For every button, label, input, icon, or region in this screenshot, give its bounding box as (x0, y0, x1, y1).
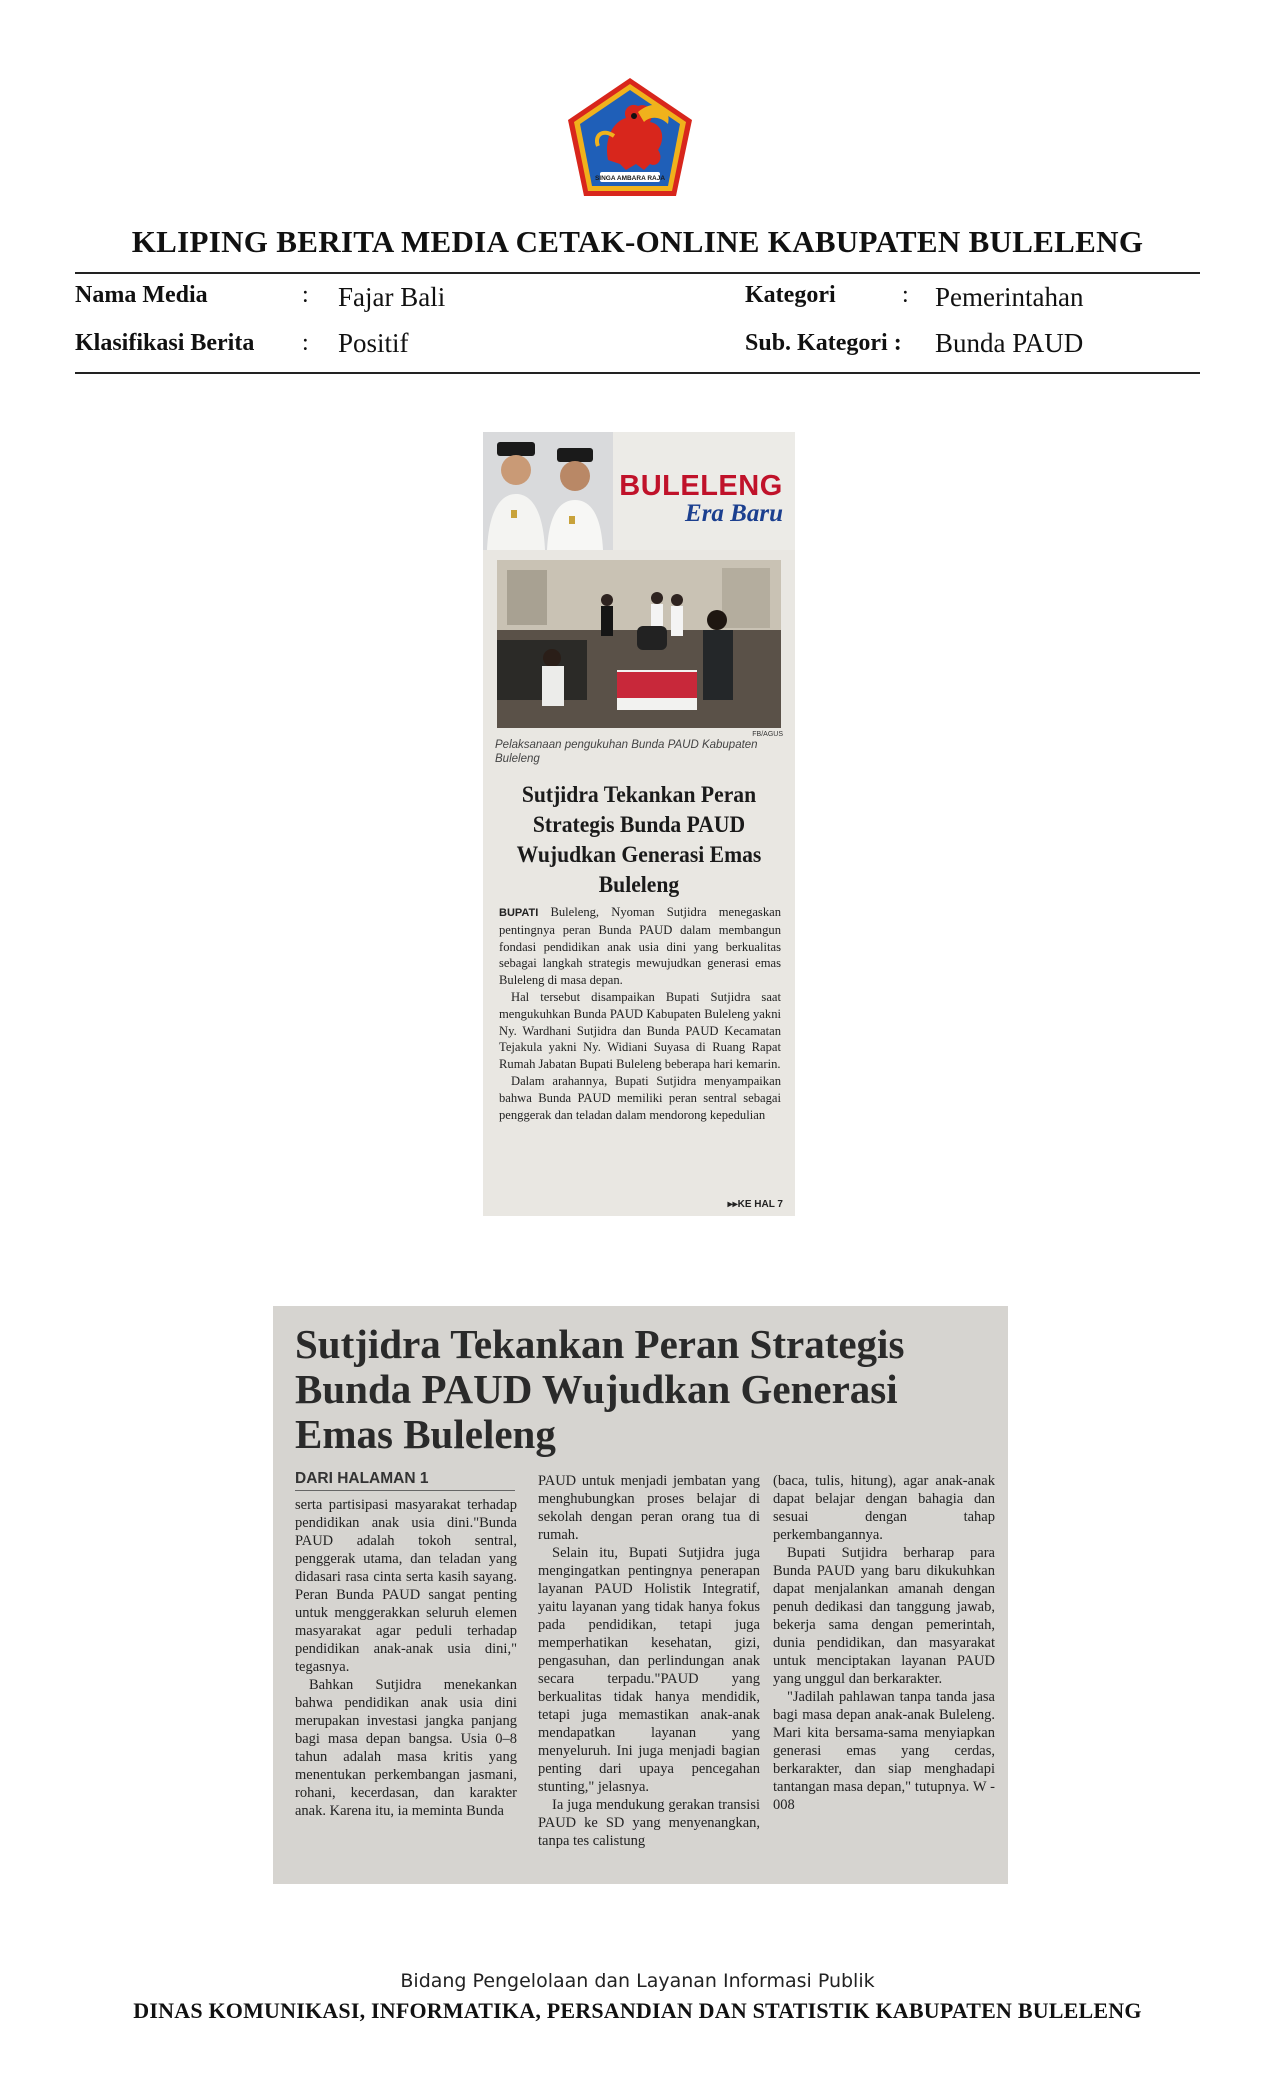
header-divider-top (75, 272, 1200, 274)
column-paragraph: Bupati Sutjidra berharap para Bunda PAUD yang baru dikukuhkan dapat menjalankan amanah dengan penuh dedikasi dan tanggung jawab, bekerja sama dengan pemerintah, dunia pendidikan, dan masyarakat untuk menciptakan layanan PAUD yang unggul dan berkarakter. (773, 1545, 995, 1687)
media-value: Fajar Bali (338, 282, 446, 312)
news-clipping-front (483, 432, 795, 1216)
column-paragraph: (baca, tulis, hitung), agar anak-anak dapat belajar dengan bahagia dan sesuai dengan tahap perkembangannya. (773, 1473, 995, 1543)
article-column-2 (538, 1472, 760, 1850)
from-page-divider (295, 1490, 515, 1491)
klasifikasi-value: Positif (338, 328, 409, 358)
subkategori-label-text: Sub. Kategori (745, 330, 888, 356)
crest-motto-text (564, 76, 696, 200)
banner-title: BULELENG (619, 470, 783, 502)
body-paragraph: Dalam arahannya, Bupati Sutjidra menyampaikan bahwa Bunda PAUD memiliki peran sentral sebagai penggerak dan teladan dalam mendorong kepedulian (499, 1073, 781, 1122)
article-column-1 (295, 1496, 517, 1820)
kategori-value: Pemerintahan (935, 282, 1084, 312)
banner-subtitle: Era Baru (685, 500, 783, 527)
article-column-3 (773, 1472, 995, 1814)
buleleng-era-baru-banner (483, 432, 795, 550)
officials-portrait-icon (483, 432, 613, 550)
body-paragraph-text: Buleleng, Nyoman Sutjidra menegaskan pentingnya peran Bunda PAUD dalam membangun fondasi pendidikan anak usia dini yang berkualitas sebagai langkah strategis mewujudkan generasi emas Buleleng di masa depan. (499, 905, 781, 988)
column-paragraph: Ia juga mendukung gerakan transisi PAUD ke SD yang menyenangkan, tanpa tes calistung (538, 1797, 760, 1849)
subkategori-colon: : (893, 330, 902, 356)
kategori-label: Kategori (745, 282, 836, 308)
column-paragraph: Bahkan Sutjidra menekankan bahwa pendidikan anak usia dini merupakan investasi jangka panjang bagi masa depan bangsa. Usia 0–8 tahun adalah masa kritis yang menentukan perkembangan jasmani, rohani, kecerdasan, dan karakter anak. Karena itu, ia meminta Bunda (295, 1677, 517, 1819)
from-page-label: DARI HALAMAN 1 (295, 1470, 429, 1487)
column-paragraph: serta partisipasi masyarakat terhadap pendidikan anak usia dini."Bunda PAUD adalah tokoh sentral, penggerak utama, dan teladan yang didasari rasa cinta serta kasih sayang. Peran Bunda PAUD sangat penting untuk menggerakkan seluruh elemen masyarakat agar peduli terhadap pendidikan anak-anak usia dini," tegasnya. (295, 1497, 517, 1675)
media-colon: : (302, 282, 309, 308)
continued-on-page: ▸▸KE HAL 7 (727, 1199, 783, 1210)
klasifikasi-label: Klasifikasi Berita (75, 330, 255, 356)
ceremony-photo (497, 560, 781, 728)
page-title: KLIPING BERITA MEDIA CETAK-ONLINE KABUPATEN BULELENG (131, 224, 1144, 259)
body-paragraph: Hal tersebut disampaikan Bupati Sutjidra saat mengukuhkan Bunda PAUD Kabupaten Buleleng yakni Ny. Wardhani Sutjidra dan Bunda PAUD Kecamatan Tejakula yakni Ny. Widiani Suyasa di Ruang Rapat Rumah Jabatan Bupati Buleleng beberapa hari kemarin. (499, 989, 781, 1072)
footer-division: Bidang Pengelolaan dan Layanan Informasi Publik (400, 1970, 875, 1992)
continuation-headline: Sutjidra Tekankan Peran Strategis Bunda PAUD Wujudkan Generasi Emas Buleleng (295, 1321, 905, 1457)
subkategori-value: Bunda PAUD (935, 328, 1084, 358)
header-divider-bottom (75, 372, 1200, 374)
body-paragraph (499, 904, 781, 989)
klasifikasi-colon: : (302, 330, 309, 356)
photo-credit: FB/AGUS (752, 731, 783, 738)
svg-text:SINGA AMBARA RAJA: SINGA AMBARA RAJA (594, 175, 666, 182)
column-paragraph: "Jadilah pahlawan tanpa tanda jasa bagi masa depan anak-anak Buleleng. Mari kita bersama-sama menyiapkan generasi emas yang cerdas, berkarakter, dan siap menghadapi tantangan masa depan," tutupnya. W - 008 (773, 1689, 995, 1813)
news-clipping-continuation (273, 1306, 1008, 1884)
clipping-body (499, 904, 781, 1123)
clipping-headline: Sutjidra Tekankan Peran Strategis Bunda PAUD Wujudkan Generasi Emas Buleleng (516, 782, 762, 898)
media-label: Nama Media (75, 282, 208, 308)
lead-word: BUPATI (499, 907, 539, 919)
photo-caption: Pelaksanaan pengukuhan Bunda PAUD Kabupaten Buleleng (495, 739, 758, 765)
footer-agency: DINAS KOMUNIKASI, INFORMATIKA, PERSANDIAN DAN STATISTIK KABUPATEN BULELENG (133, 1998, 1142, 2023)
ceremony-photo-image (497, 560, 781, 728)
column-paragraph: PAUD untuk menjadi jembatan yang menghubungkan proses belajar di sekolah dengan peran orang tua di rumah. (538, 1473, 760, 1543)
kategori-colon: : (902, 282, 909, 308)
logo-crest (564, 76, 696, 200)
subkategori-label (745, 330, 902, 357)
column-paragraph: Selain itu, Bupati Sutjidra juga mengingatkan pentingnya penerapan layanan PAUD Holistik Integratif, yaitu layanan yang tidak hanya fokus pada pendidikan, tetapi juga memperhatikan kesehatan, gizi, pengasuhan, dan perlindungan anak secara terpadu."PAUD yang berkualitas tidak hanya mendidik, tetapi juga memastikan anak-anak mendapatkan layanan yang menyeluruh. Ini juga menjadi bagian penting dari upaya pencegahan stunting," jelasnya. (538, 1545, 760, 1795)
